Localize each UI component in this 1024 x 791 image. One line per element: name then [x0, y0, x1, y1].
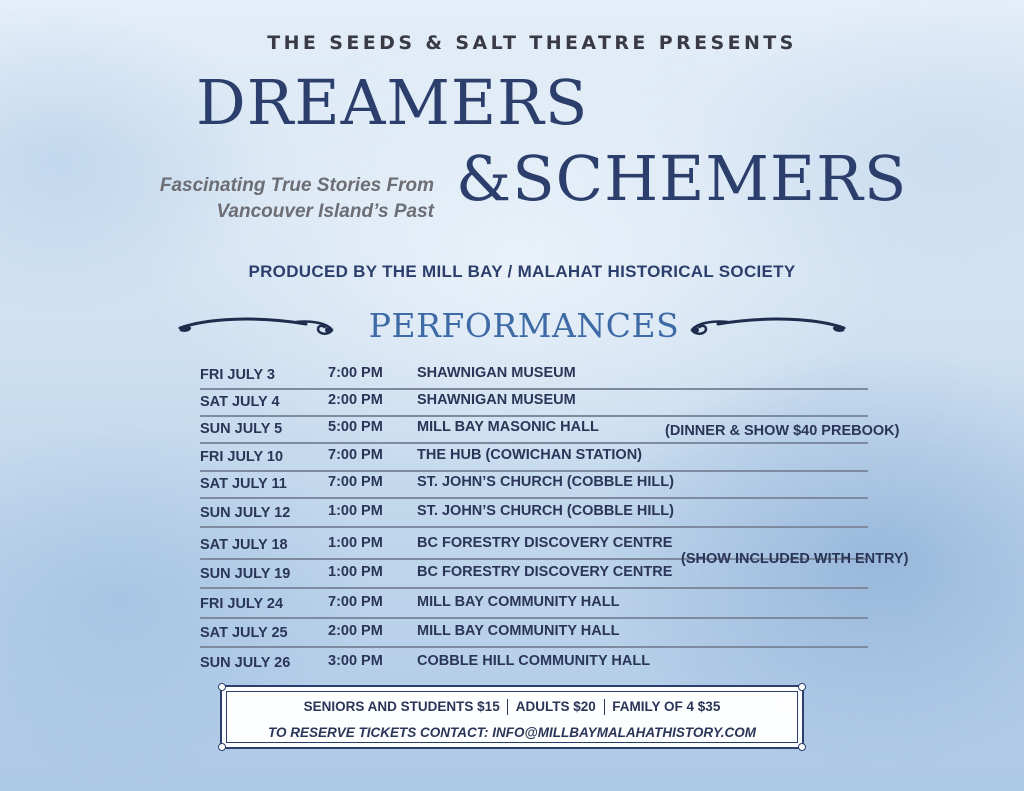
row-divider: [200, 617, 868, 619]
performance-day: SAT JULY 25: [200, 625, 288, 641]
performance-row: [200, 362, 868, 390]
row-divider: [200, 587, 868, 589]
performance-time: 1:00 PM: [328, 503, 383, 519]
performance-day: FRI JULY 10: [200, 449, 284, 465]
produced-by: PRODUCED BY THE MILL BAY / MALAHAT HISTORICAL SOCIETY: [248, 262, 796, 281]
performance-venue: MILL BAY COMMUNITY HALL: [417, 623, 620, 639]
performance-day: SUN JULY 5: [200, 421, 283, 437]
performance-venue: ST. JOHN’S CHURCH (COBBLE HILL): [417, 474, 674, 490]
performances-heading: PERFORMANCES: [368, 306, 680, 345]
performance-venue: ST. JOHN’S CHURCH (COBBLE HILL): [417, 503, 674, 519]
performance-time: 1:00 PM: [328, 535, 383, 551]
performance-row: [200, 389, 868, 417]
performance-venue: COBBLE HILL COMMUNITY HALL: [417, 653, 651, 669]
dinner-show-note: (DINNER & SHOW $40 PREBOOK): [665, 423, 900, 439]
performance-row: [200, 620, 868, 648]
performance-venue: SHAWNIGAN MUSEUM: [417, 392, 576, 408]
performance-time: 7:00 PM: [328, 447, 383, 463]
corner-ornament: [218, 683, 226, 691]
performance-time: 1:00 PM: [328, 564, 383, 580]
corner-ornament: [218, 743, 226, 751]
performance-time: 3:00 PM: [328, 653, 383, 669]
price-adults: ADULTS $20: [515, 699, 596, 714]
tagline-line-2: Vancouver Island’s Past: [216, 201, 434, 222]
performance-venue: MILL BAY COMMUNITY HALL: [417, 594, 620, 610]
performance-day: FRI JULY 3: [200, 367, 275, 383]
price-family: FAMILY OF 4 $35: [612, 699, 721, 714]
title-schemers: &SCHEMERS: [456, 142, 908, 215]
title-dreamers: DREAMERS: [196, 66, 589, 139]
performance-venue: BC FORESTRY DISCOVERY CENTRE: [417, 535, 673, 551]
performance-time: 2:00 PM: [328, 392, 383, 408]
performance-venue: THE HUB (COWICHAN STATION): [417, 447, 642, 463]
performance-time: 7:00 PM: [328, 594, 383, 610]
corner-ornament: [798, 743, 806, 751]
row-divider: [200, 646, 868, 648]
performance-day: SAT JULY 18: [200, 537, 288, 553]
performance-row: [200, 591, 868, 619]
performance-row: [200, 500, 868, 528]
performance-day: SUN JULY 12: [200, 505, 291, 521]
performance-time: 7:00 PM: [328, 474, 383, 490]
price-separator: [604, 699, 605, 715]
performance-row: [200, 471, 868, 499]
performance-time: 5:00 PM: [328, 419, 383, 435]
show-included-note: (SHOW INCLUDED WITH ENTRY): [681, 551, 909, 567]
performance-day: SUN JULY 19: [200, 566, 291, 582]
presenter-line: THE SEEDS & SALT THEATRE PRESENTS: [267, 32, 797, 54]
right-flourish-ornament: [688, 316, 846, 340]
tagline-line-1: Fascinating True Stories From: [159, 175, 434, 196]
ticket-prices: [222, 699, 802, 715]
price-seniors-students: SENIORS AND STUDENTS $15: [303, 699, 500, 714]
ticket-info-box: [220, 685, 804, 749]
performance-time: 7:00 PM: [328, 365, 383, 381]
performance-day: FRI JULY 24: [200, 596, 284, 612]
performance-time: 2:00 PM: [328, 623, 383, 639]
row-divider: [200, 526, 868, 528]
reservation-contact: TO RESERVE TICKETS CONTACT: INFO@MILLBAYMALAHATHISTORY.COM: [268, 725, 756, 740]
row-divider: [200, 497, 868, 499]
performance-day: SUN JULY 26: [200, 655, 291, 671]
price-separator: [507, 699, 508, 715]
performance-venue: MILL BAY MASONIC HALL: [417, 419, 599, 435]
performance-venue: SHAWNIGAN MUSEUM: [417, 365, 576, 381]
performance-day: SAT JULY 4: [200, 394, 280, 410]
performance-venue: BC FORESTRY DISCOVERY CENTRE: [417, 564, 673, 580]
corner-ornament: [798, 683, 806, 691]
performance-day: SAT JULY 11: [200, 476, 287, 492]
performance-row: [200, 650, 868, 678]
